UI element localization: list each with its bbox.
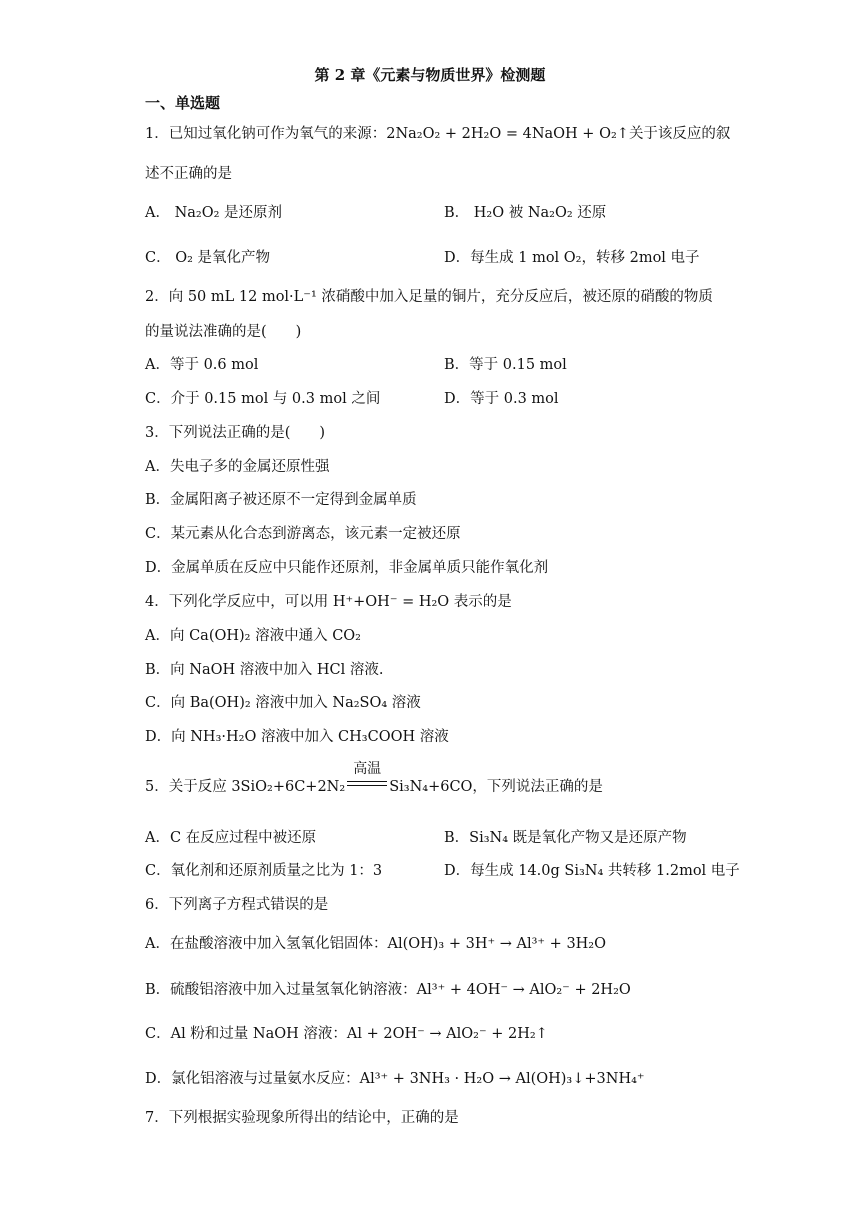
q5-option-c: C．氧化剂和还原剂质量之比为 1：3: [145, 863, 383, 879]
q3-option-c: C．某元素从化合态到游离态，该元素一定被还原: [145, 526, 461, 542]
double-line-arrow-icon: [347, 781, 387, 786]
condition-label: 高温: [353, 761, 382, 777]
q1-stem-line1: [145, 124, 730, 144]
q2-stem-line1: 2．向 50 mL 12 mol·L⁻¹ 浓硝酸中加入足量的铜片，充分反应后，被还原的硝酸的物质: [145, 289, 713, 305]
q1-option-b: B． H₂O 被 Na₂O₂ 还原: [444, 205, 607, 221]
q7-stem: 7．下列根据实验现象所得出的结论中，正确的是: [145, 1110, 459, 1126]
q4-stem: 4．下列化学反应中，可以用 H⁺+OH⁻ = H₂O 表示的是: [145, 594, 512, 610]
q5-stem-b: Si₃N₄+6CO，下列说法正确的是: [389, 779, 603, 795]
q2-stem-line2: 的量说法准确的是( ): [145, 324, 302, 340]
q5-option-d: D．每生成 14.0g Si₃N₄ 共转移 1.2mol 电子: [444, 863, 740, 879]
q2-option-c: C．介于 0.15 mol 与 0.3 mol 之间: [145, 391, 381, 407]
q3-option-a: A．失电子多的金属还原性强: [145, 459, 330, 475]
q1-equation: 2Na₂O₂ + 2H₂O = 4NaOH + O₂: [386, 126, 617, 142]
q6-option-a: A．在盐酸溶液中加入氢氧化铝固体：Al(OH)₃ + 3H⁺ → Al³⁺ + 3H₂O: [145, 936, 607, 952]
q5-stem-a: 5．关于反应 3SiO₂+6C+2N₂: [145, 779, 346, 795]
q3-option-d: D．金属单质在反应中只能作还原剂，非金属单质只能作氧化剂: [145, 560, 549, 576]
q2-option-a: A．等于 0.6 mol: [145, 357, 259, 373]
q6-stem: 6．下列离子方程式错误的是: [145, 897, 329, 913]
q1-option-a: A． Na₂O₂ 是还原剂: [145, 205, 283, 221]
q1-option-c: C． O₂ 是氧化产物: [145, 250, 271, 266]
q1-option-d: D．每生成 1 mol O₂，转移 2mol 电子: [444, 250, 700, 266]
q4-option-b: B．向 NaOH 溶液中加入 HCl 溶液.: [145, 662, 384, 678]
section-heading: 一、单选题: [145, 94, 221, 112]
q4-option-c: C．向 Ba(OH)₂ 溶液中加入 Na₂SO₄ 溶液: [145, 695, 421, 711]
q6-option-d: D．氯化铝溶液与过量氨水反应：Al³⁺ + 3NH₃ · H₂O → Al(OH)₃↓+3NH₄⁺: [145, 1071, 645, 1087]
q3-option-b: B．金属阳离子被还原不一定得到金属单质: [145, 492, 417, 508]
q2-option-d: D．等于 0.3 mol: [444, 391, 559, 407]
q6-option-c: C．Al 粉和过量 NaOH 溶液：Al + 2OH⁻ → AlO₂⁻ + 2H₂↑: [145, 1026, 548, 1042]
q1-stem-b: 关于该反应的叙: [628, 126, 731, 142]
q5-option-a: A．C 在反应过程中被还原: [145, 830, 317, 846]
q4-option-a: A．向 Ca(OH)₂ 溶液中通入 CO₂: [145, 628, 361, 644]
q6-option-b: B．硫酸铝溶液中加入过量氢氧化钠溶液：Al³⁺ + 4OH⁻ → AlO₂⁻ + 2H₂O: [145, 982, 631, 998]
gas-arrow-icon: ↑: [616, 126, 629, 142]
q1-stem-a: 1．已知过氧化钠可作为氧气的来源：: [145, 126, 387, 142]
q4-option-d: D．向 NH₃·H₂O 溶液中加入 CH₃COOH 溶液: [145, 729, 449, 745]
q5-stem: [145, 761, 603, 797]
q5-option-b: B．Si₃N₄ 既是氧化产物又是还原产物: [444, 830, 687, 846]
reaction-condition: [345, 761, 389, 791]
page-title: 第 2 章《元素与物质世界》检测题: [314, 66, 546, 84]
q1-stem-line2: 述不正确的是: [145, 166, 232, 182]
q3-stem: 3．下列说法正确的是( ): [145, 425, 326, 441]
q2-option-b: B．等于 0.15 mol: [444, 357, 567, 373]
